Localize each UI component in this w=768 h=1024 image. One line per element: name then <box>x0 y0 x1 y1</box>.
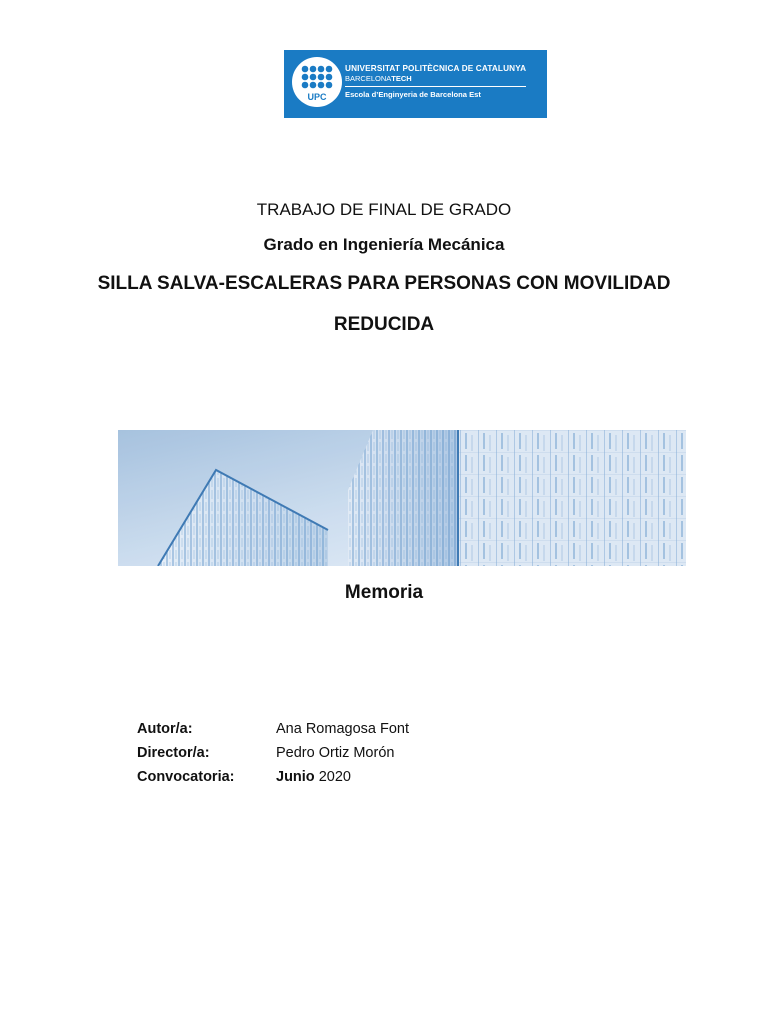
work-type-heading: TRABAJO DE FINAL DE GRADO <box>256 200 512 219</box>
university-name: UNIVERSITAT POLITÈCNICA DE CATALUNYA <box>345 64 527 73</box>
tech-text: TECH <box>391 74 412 83</box>
call-month: Junio <box>276 769 315 785</box>
building-facade-image <box>118 430 686 566</box>
upc-emblem-icon <box>292 57 342 107</box>
call-label: Convocatoria: <box>137 769 235 785</box>
upc-logo <box>284 50 547 118</box>
author-label: Autor/a: <box>137 721 193 737</box>
call-row <box>137 765 409 789</box>
author-value: Ana Romagosa Font <box>276 721 409 737</box>
director-label: Director/a: <box>137 745 210 761</box>
document-metadata <box>137 717 409 789</box>
project-title-line-2: REDUCIDA <box>333 314 435 335</box>
school-name: Escola d’Enginyeria de Barcelona Est <box>345 90 481 99</box>
barcelona-text: BARCELONA <box>345 74 392 83</box>
barcelonatech-label <box>345 74 526 87</box>
document-type-heading: Memoria <box>344 582 424 603</box>
call-year: 2020 <box>318 769 351 785</box>
svg-text:UPC: UPC <box>307 92 327 102</box>
director-value: Pedro Ortiz Morón <box>276 745 395 761</box>
author-row <box>137 717 409 741</box>
project-title-line-1: SILLA SALVA-ESCALERAS PARA PERSONAS CON MOVILIDAD <box>97 273 671 294</box>
director-row <box>137 741 409 765</box>
call-value <box>276 769 351 785</box>
degree-heading: Grado en Ingeniería Mecánica <box>263 235 505 254</box>
upc-wordmark <box>345 64 526 100</box>
